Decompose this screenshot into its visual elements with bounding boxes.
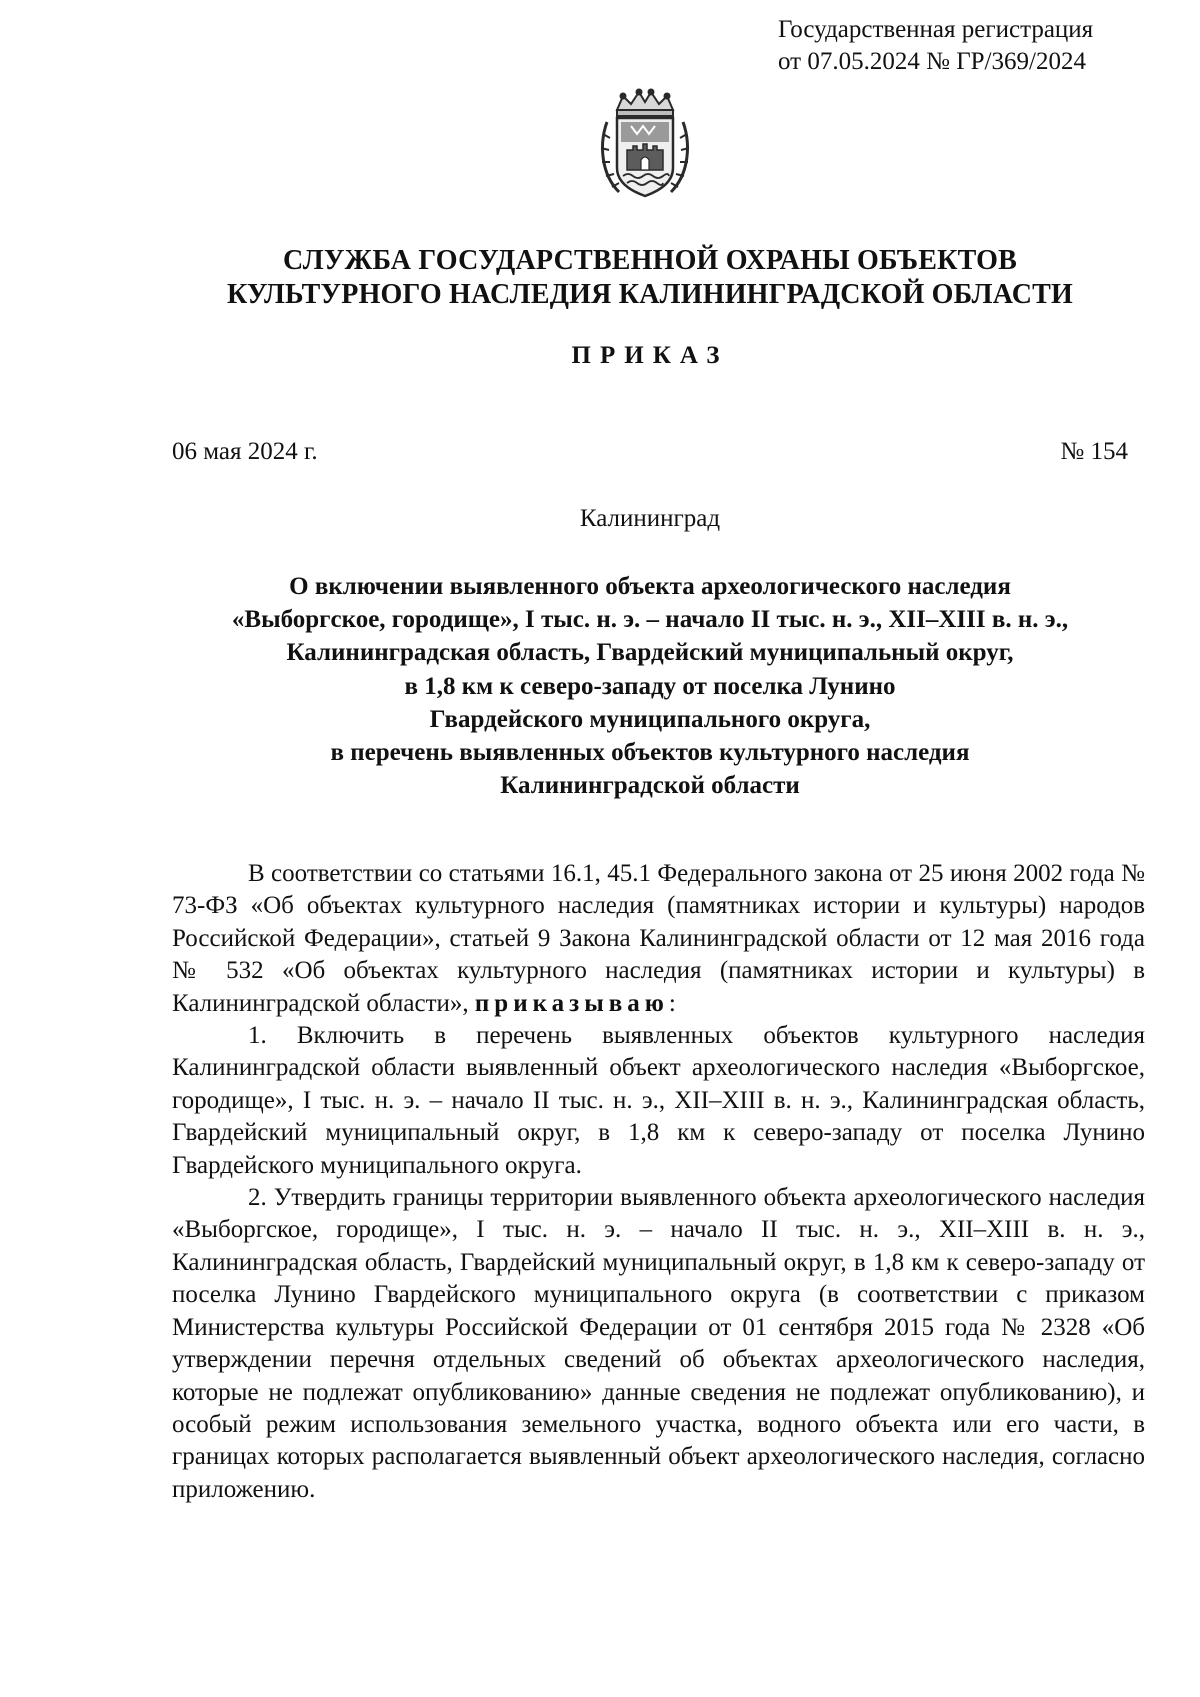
organization-name: [150, 244, 1150, 312]
item-2-paragraph: 2. Утвердить границы территории выявленного объекта археологического наследия «Выборгское, городище», I тыс. н. э. – начало II тыс. н. э., XII–XIII в. н. э., Калининградская область, Гвардейский муниципальный округ, в 1,8 км к северо-западу от поселка Лунино Гвардейского муниципального округа (в соответствии с приказом Министерства культуры Российской Федерации от 01 сентября 2015 года № 2328 «Об утверждении перечня отдельных сведений об объектах археологического наследия, которые не подлежат опубликованию» данные сведения не подлежат опубликованию), и особый режим использования земельного участка, водного объекта или его части, в границах которых располагается выявленный объект археологического наследия, согласно приложению.: [172, 1184, 1145, 1503]
organization-line-2: КУЛЬТУРНОГО НАСЛЕДИЯ КАЛИНИНГРАДСКОЙ ОБЛАСТИ: [226, 279, 1074, 310]
title-line: «Выборгское, городище», I тыс. н. э. – начало II тыс. н. э., XII–XIII в. н. э.,: [231, 606, 1069, 634]
order-body: [172, 858, 1145, 1506]
document-type: ПРИКАЗ: [571, 342, 729, 369]
order-word: приказываю: [474, 989, 669, 1017]
order-number: № 154: [1060, 438, 1128, 465]
organization-line-1: СЛУЖБА ГОСУДАРСТВЕННОЙ ОХРАНЫ ОБЪЕКТОВ: [283, 245, 1017, 276]
preamble-text: В соответствии со статьями 16.1, 45.1 Федерального закона от 25 июня 2002 года № 73-ФЗ «Об объектах культурного наследия (памятниках истории и культуры) народов Российской Федерации», статьей 9 Закона Калининградской области от 12 мая 2016 года № 532 «Об объектах культурного наследия (памятниках истории и культуры) в Калининградской области»,: [172, 860, 1145, 1017]
title-line: Гвардейского муниципального округа,: [429, 705, 871, 733]
order-city: Калининград: [579, 505, 721, 532]
title-line: в перечень выявленных объектов культурного наследия: [330, 739, 970, 767]
title-line: О включении выявленного объекта археологического наследия: [289, 573, 1011, 600]
order-title: [150, 570, 1150, 802]
preamble-paragraph: [172, 858, 1145, 1020]
coat-of-arms-icon: [597, 88, 693, 202]
registration-line-1: Государственная регистрация: [778, 16, 1094, 43]
order-date: 06 мая 2024 г.: [172, 438, 318, 465]
registration-stamp: [778, 14, 1178, 78]
title-line: в 1,8 км к северо-западу от поселка Лунино: [404, 672, 896, 700]
order-colon: :: [668, 989, 676, 1017]
title-line: Калининградская область, Гвардейский муниципальный округ,: [286, 639, 1014, 667]
registration-line-2: от 07.05.2024 № ГР/369/2024: [778, 48, 1086, 75]
item-1-paragraph: 1. Включить в перечень выявленных объектов культурного наследия Калининградской области выявленный объект археологического наследия «Выборгское, городище», I тыс. н. э. – начало II тыс. н. э., XII–XIII в. н. э., Калининградская область, Гвардейский муниципальный округ, в 1,8 км к северо-западу от поселка Лунино Гвардейского муниципального округа.: [172, 1022, 1145, 1179]
title-line: Калининградской области: [500, 772, 800, 800]
